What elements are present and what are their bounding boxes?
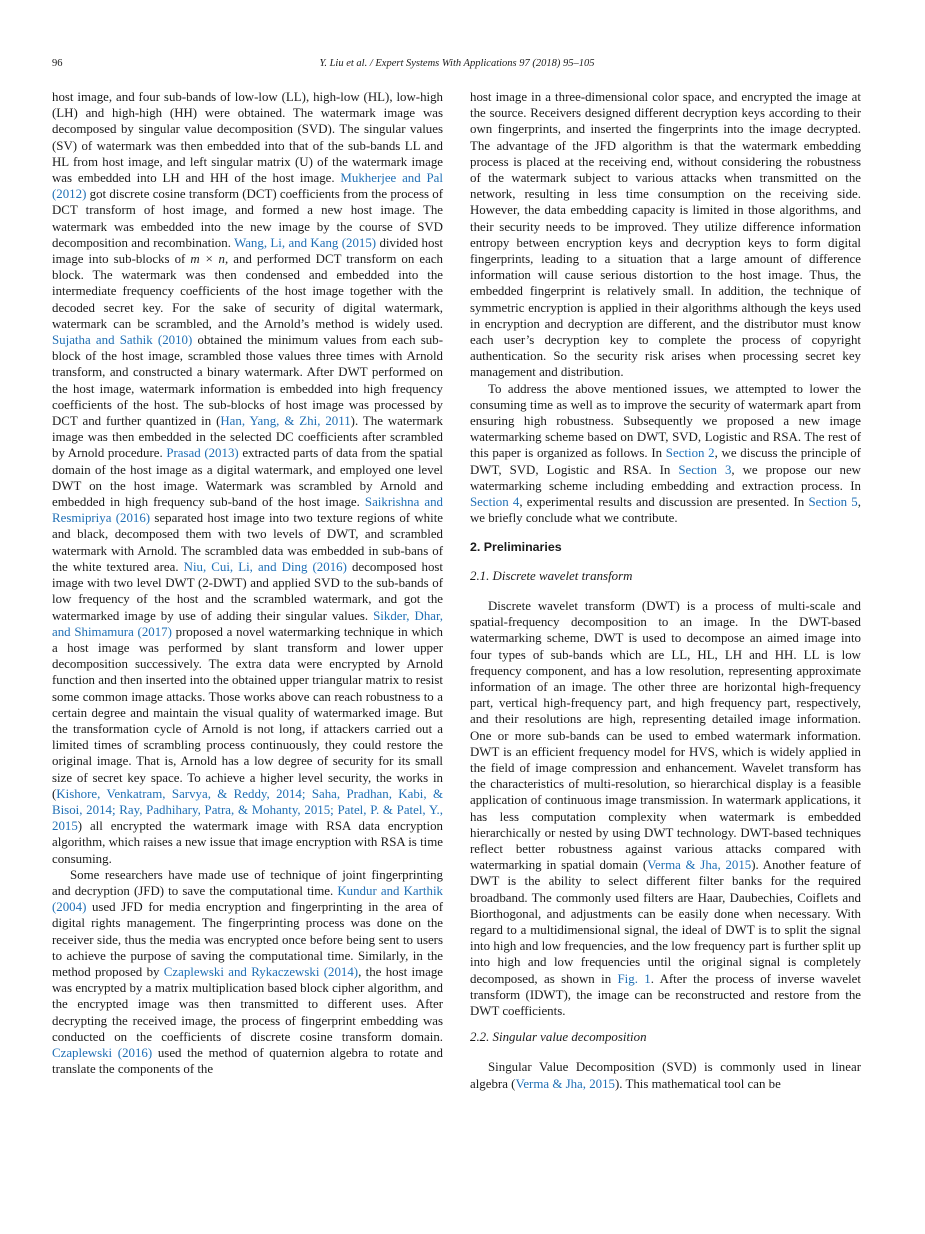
left-column xyxy=(52,89,443,1077)
section-link[interactable]: Section 2 xyxy=(665,446,715,461)
citation-link[interactable]: Mukherjee and Pal (2012) xyxy=(52,171,443,202)
paragraph: Some researchers have made use of technique of joint fingerprinting and decryption (JFD) to save the computational time. Kundur and Karthik (2004) used JFD for media encryption and fingerprinting in the area of digital rights management. The fingerprinting process was done on the receiver side, thus the media was encrypted once before being sent to users to achieve the purpose of saving the computational time. Similarly, in the method proposed by Czaplewski and Rykaczewski (2014), the host image was encrypted by a matrix multiplication based block cipher algorithm, and the encrypted image was then transmitted to different uses. After decrypting the received image, the process of fingerprint embedding was conducted on the coefficients of discrete cosine transform domain. Czaplewski (2016) used the method of quaternion algebra to rotate and translate the components of the xyxy=(52,867,444,1077)
paragraph: host image in a three-dimensional color space, and encrypted the image at the source. Receivers designed different decryption keys according to their own fingerprints, and inserted the fingerprints into the image decrypted. The advantage of the JFD algorithm is that the watermark embedding process is placed at the receiving end, without considering the robustness of the watermark subject to various attacks when transmitted on the network, resulting in less time consumption on the receiving side. However, the data embedding capacity is limited in those algorithms, and their security needs to be improved. They utilize difference information entropy between encryption keys and decryption keys to form digital fingerprints, leading to a situation that a large amount of difference information will cause serious distortion to the host image. Thus, the embedded fingerprint is relatively small. In addition, the technique of symmetric encryption is applied in their algorithms although the keys used in encryption and decryption are different, and the distributor must know each user’s decryption key to complete the process of copyright authentication. So the security risk arises when processing secret key management and distribution. xyxy=(470,90,861,380)
figure-link[interactable]: Fig. 1 xyxy=(617,971,651,986)
citation-link[interactable]: Wang, Li, and Kang (2015) xyxy=(234,235,377,250)
citation-link[interactable]: Niu, Cui, Li, and Ding (2016) xyxy=(183,559,347,574)
section-heading: 2. Preliminaries xyxy=(470,540,562,555)
citation-link[interactable]: Saikrishna and Resmipriya (2016) xyxy=(52,495,443,526)
citation-link[interactable]: Sikder, Dhar, and Shimamura (2017) xyxy=(52,608,443,639)
citation-link[interactable]: Czaplewski and Rykaczewski (2014) xyxy=(163,964,359,979)
page-number: 96 xyxy=(52,58,63,69)
running-title: Y. Liu et al. / Expert Systems With Applications 97 (2018) 95–105 xyxy=(319,58,595,69)
citation-link[interactable]: Prasad (2013) xyxy=(166,446,239,461)
citation-link[interactable]: Verma & Jha, 2015 xyxy=(647,858,752,873)
paragraph: To address the above mentioned issues, we attempted to lower the consuming time as well as to improve the security of watermark apart from ensuring high robustness. Subsequently we proposed a new image watermarking scheme based on DWT, SVD, Logistic and RSA. The rest of this paper is organized as follows. In Section 2, we discuss the principle of DWT, SVD, Logistic and RSA. In Section 3, we propose our new watermarking scheme including embedding and extraction process. In Section 4, experimental results and discussion are presented. In Section 5, we briefly conclude what we contribute. xyxy=(470,381,861,526)
citation-link[interactable]: Sujatha and Sathik (2010) xyxy=(52,333,193,348)
citation-link[interactable]: Verma & Jha, 2015 xyxy=(515,1076,615,1091)
math-expression: m × n xyxy=(190,252,225,267)
citation-link[interactable]: Kishore, Venkatram, Sarvya, & Reddy, 2014; Saha, Pradhan, Kabi, & Bisoi, 2014; Ray, Padhihary, Patra, & Mohanty, 2015; Patel, P. & Patel, Y., 2015 xyxy=(52,786,443,834)
citation-link[interactable]: Han, Yang, & Zhi, 2011 xyxy=(220,414,351,429)
subsection-heading: 2.2. Singular value decomposition xyxy=(470,1030,647,1045)
page-header xyxy=(52,57,862,71)
subsection-heading: 2.1. Discrete wavelet transform xyxy=(470,568,633,583)
right-column xyxy=(470,89,861,1092)
section-link[interactable]: Section 5 xyxy=(808,495,858,510)
section-link[interactable]: Section 4 xyxy=(470,495,520,510)
paragraph: Discrete wavelet transform (DWT) is a process of multi-scale and spatial-frequency decomposition to an image. In the DWT-based watermarking scheme, DWT is used to decompose an aimed image into four types of sub-bands which are LL, HL, LH and HH. LL is low frequency component, and has a low resolution, representing approximate information of an image. The other three are horizontal high-frequency part, vertical high-frequency part, and high frequency part, respectively, and their resolutions are high, representing detailed image information. One or more sub-bands can be used to embed watermark information. DWT is an efficient frequency model for HVS, which is widely applied in the field of image compression and enhancement. Wavelet transform has the characteristics of multi-resolution, so hierarchical display is a feasible application of continuous image transmission. In watermark applications, it has less computation complexity when watermark is embedded hierarchically or nested by using DWT technology. DWT-based techniques reflect better robustness against various attacks compared with watermarking in spatial domain (Verma & Jha, 2015). Another feature of DWT is the ability to select different filter banks for the required broadband. The commonly used filters are Haar, Daubechies, Coiflets and Biorthogonal, and adjustments can be easily done when necessary. With regard to a multidimensional signal, the ideal of DWT is to split the signal into high and low frequencies, and the low frequency part is further split up into high and low frequencies until the original signal is completely decomposed, as shown in Fig. 1. After the process of inverse wavelet transform (IDWT), the image can be reconstructed and restore from the DWT coefficients. xyxy=(470,598,861,1018)
citation-link[interactable]: Kundur and Karthik (2004) xyxy=(52,883,443,915)
paragraph: Singular Value Decomposition (SVD) is commonly used in linear algebra (Verma & Jha, 2015). This mathematical tool can be xyxy=(470,1060,861,1091)
section-link[interactable]: Section 3 xyxy=(678,462,732,477)
paragraph: host image, and four sub-bands of low-low (LL), high-low (HL), low-high (LH) and high-high (HH) were obtained. The watermark image was decomposed by singular value decomposition (SVD). The singular values (SV) of watermark was then embedded into that of the sub-bands LL and HL from host image, and left singular matrix (U) of the watermark image was embedded into LH and HH of the host image. Mukherjee and Pal (2012) got discrete cosine transform (DCT) coefficients from the process of DCT transform of host image, and formed a new host image. The watermark was embedded into the new image by the course of SVD decomposition and recombination. Wang, Li, and Kang (2015) divided host image into sub-blocks of m × n, and performed DCT transform on each block. The watermark was then condensed and embedded into the intermediate frequency coefficients of the host image together with the decoded secret key. For the sake of security of digital watermark, watermark can be scrambled, and the Arnold’s method is widely used. Sujatha and Sathik (2010) obtained the minimum values from each sub-block of the host image, scrambled those values three times with Arnold transform, and constructed a binary watermark. After DWT performed on the host image, watermark information is embedded into high frequency coefficients of the host. The sub-blocks of host image was processed by DCT and further quantized in (Han, Yang, & Zhi, 2011). The watermark image was then embedded in the selected DC coefficients after scrambled by Arnold procedure. Prasad (2013) extracted parts of data from the spatial domain of the host image as a digital watermark, and employed one level DWT on the host image. Watermark was scrambled by Arnold and embedded in high frequency sub-band of the host image. Saikrishna and Resmipriya (2016) separated host image into two texture regions of white and black, decomposed them with two levels of DWT, and scrambled watermark with Arnold. The scrambled data was embedded in sub-bans of the white textured area. Niu, Cui, Li, and Ding (2016) decomposed host image with two level DWT (2-DWT) and applied SVD to the sub-bands of low frequency of the host and the scrambled watermark, and got the watermarked image by use of adding their singular values. Sikder, Dhar, and Shimamura (2017) proposed a novel watermarking technique in which a host image was performed by slant transform and lower upper decomposition successively. The extra data were encrypted by Arnold function and then inserted into the obtained upper triangular matrix to resist some common image attacks. Those works above can reach robustness to a certain degree and maintain the visual quality of watermarked image. But the transformation cycle of Arnold is not long, if attackers carried out a limited times of scrambling process continuously, they could restore the original image. That is, Arnold has a low degree of security for its small size of secret key space. To achieve a higher level security, the works in (Kishore, Venkatram, Sarvya, & Reddy, 2014; Saha, Pradhan, Kabi, & Bisoi, 2014; Ray, Padhihary, Patra, & Mohanty, 2015; Patel, P. & Patel, Y., 2015) all encrypted the watermark image with RSA data encryption algorithm, which raises a new issue that image encryption with RSA is time consuming. xyxy=(52,90,443,866)
citation-link[interactable]: Czaplewski (2016) xyxy=(52,1045,153,1060)
